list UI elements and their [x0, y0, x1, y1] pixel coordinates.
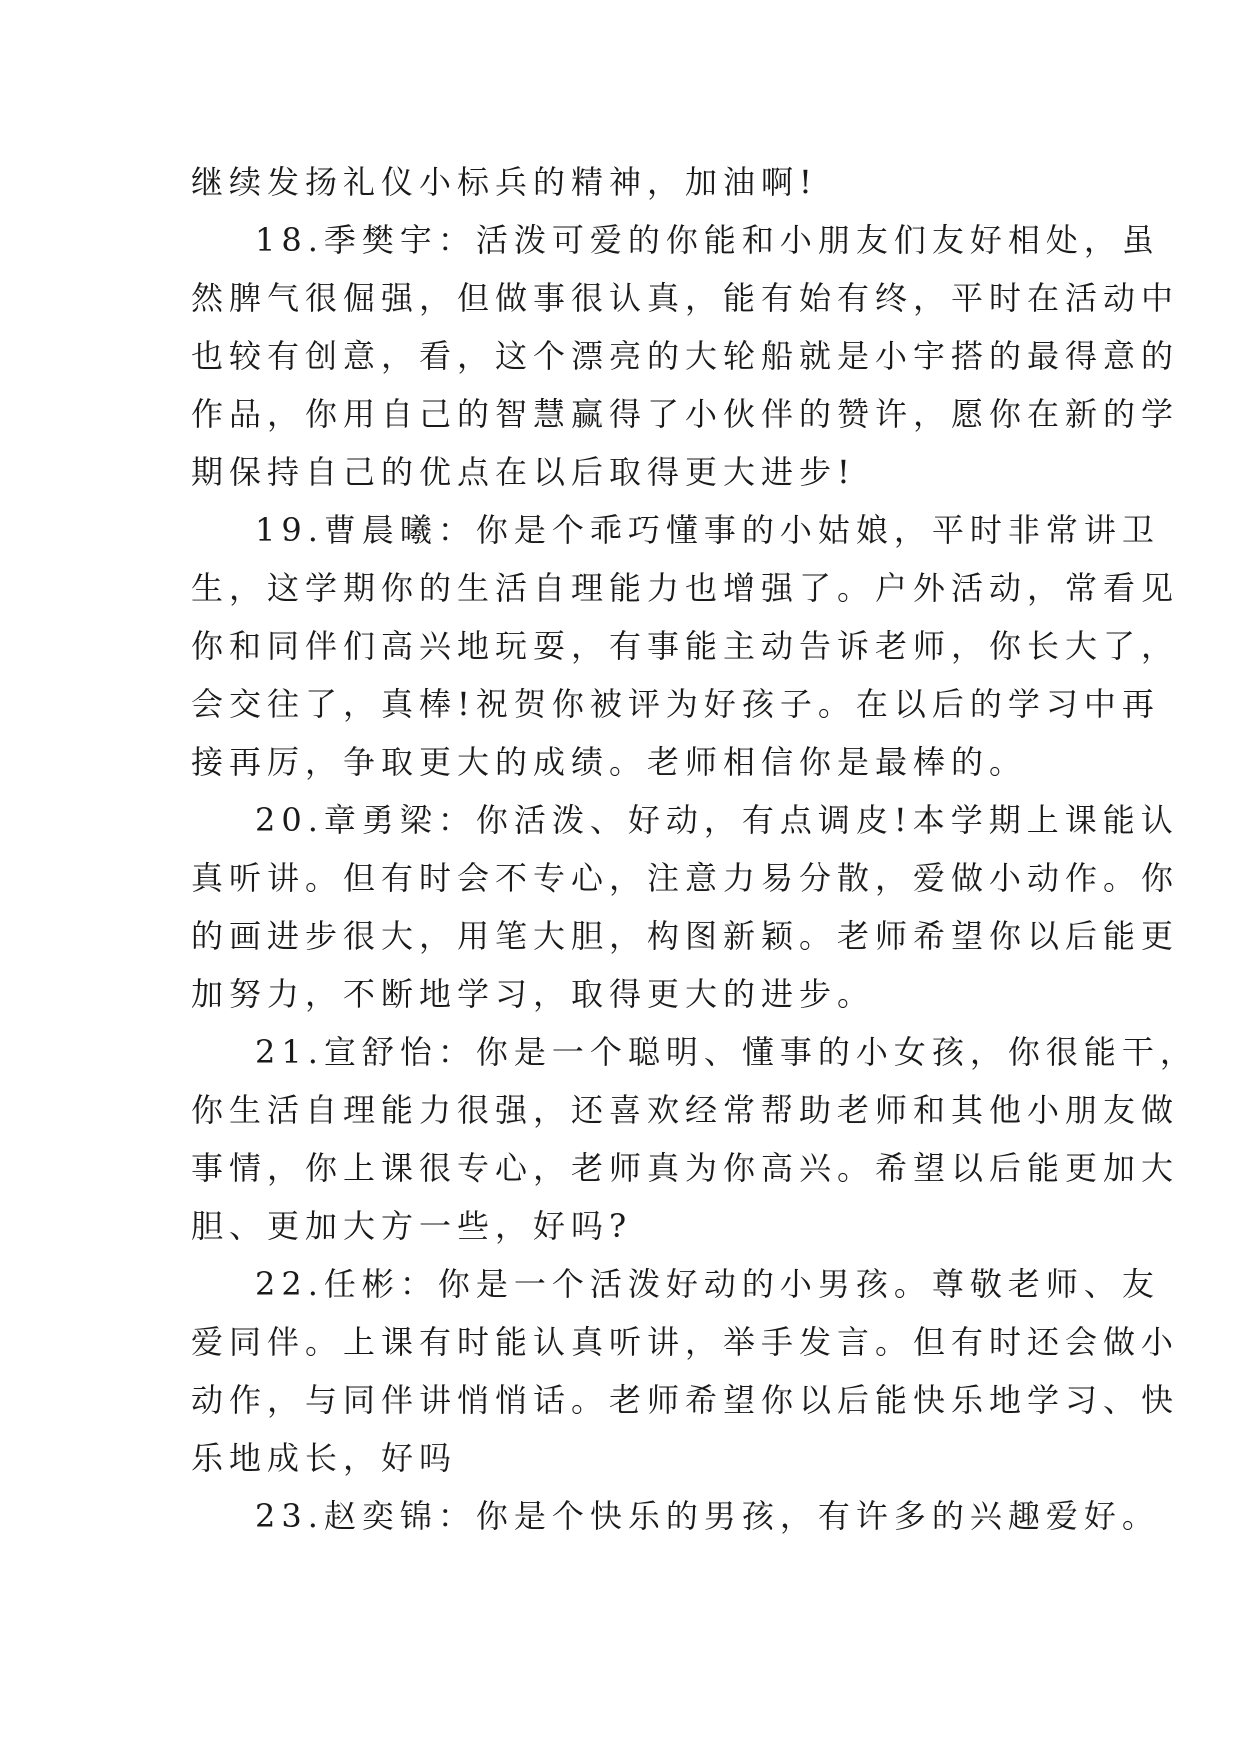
text-line: 乐地成长，好吗 [191, 1439, 458, 1477]
text-line: 事情，你上课很专心，老师真为你高兴。希望以后能更加大 [191, 1149, 1180, 1187]
text-line: 期保持自己的优点在以后取得更大进步! [191, 453, 856, 491]
text-line: 的画进步很大，用笔大胆，构图新颖。老师希望你以后能更 [191, 917, 1180, 955]
text-line: 胆、更加大方一些，好吗? [191, 1207, 633, 1245]
text-line: 接再厉，争取更大的成绩。老师相信你是最棒的。 [191, 743, 1028, 781]
paragraph-first-line: 23.赵奕锦：你是个快乐的男孩，有许多的兴趣爱好。 [255, 1497, 1160, 1535]
paragraph-first-line: 18.季樊宇：活泼可爱的你能和小朋友们友好相处，虽 [255, 221, 1160, 259]
text-line: 你生活自理能力很强，还喜欢经常帮助老师和其他小朋友做 [191, 1091, 1180, 1129]
text-line: 生，这学期你的生活自理能力也增强了。户外活动，常看见 [191, 569, 1180, 607]
paragraph-first-line: 19.曹晨曦：你是个乖巧懂事的小姑娘，平时非常讲卫 [255, 511, 1160, 549]
text-line: 加努力，不断地学习，取得更大的进步。 [191, 975, 876, 1013]
text-line: 动作，与同伴讲悄悄话。老师希望你以后能快乐地学习、快 [191, 1381, 1180, 1419]
text-line: 然脾气很倔强，但做事很认真，能有始有终，平时在活动中 [191, 279, 1180, 317]
text-line: 继续发扬礼仪小标兵的精神，加油啊! [191, 163, 818, 201]
paragraph-first-line: 22.任彬：你是一个活泼好动的小男孩。尊敬老师、友 [255, 1265, 1160, 1303]
text-line: 会交往了，真棒!祝贺你被评为好孩子。在以后的学习中再 [191, 685, 1160, 723]
text-line: 爱同伴。上课有时能认真听讲，举手发言。但有时还会做小 [191, 1323, 1180, 1361]
paragraph-first-line: 21.宣舒怡：你是一个聪明、懂事的小女孩，你很能干， [255, 1033, 1198, 1071]
text-line: 作品，你用自己的智慧赢得了小伙伴的赞许，愿你在新的学 [191, 395, 1180, 433]
text-line: 也较有创意，看，这个漂亮的大轮船就是小宇搭的最得意的 [191, 337, 1180, 375]
text-line: 真听讲。但有时会不专心，注意力易分散，爱做小动作。你 [191, 859, 1180, 897]
paragraph-first-line: 20.章勇梁：你活泼、好动，有点调皮!本学期上课能认 [255, 801, 1179, 839]
text-line: 你和同伴们高兴地玩耍，有事能主动告诉老师，你长大了， [191, 627, 1180, 665]
